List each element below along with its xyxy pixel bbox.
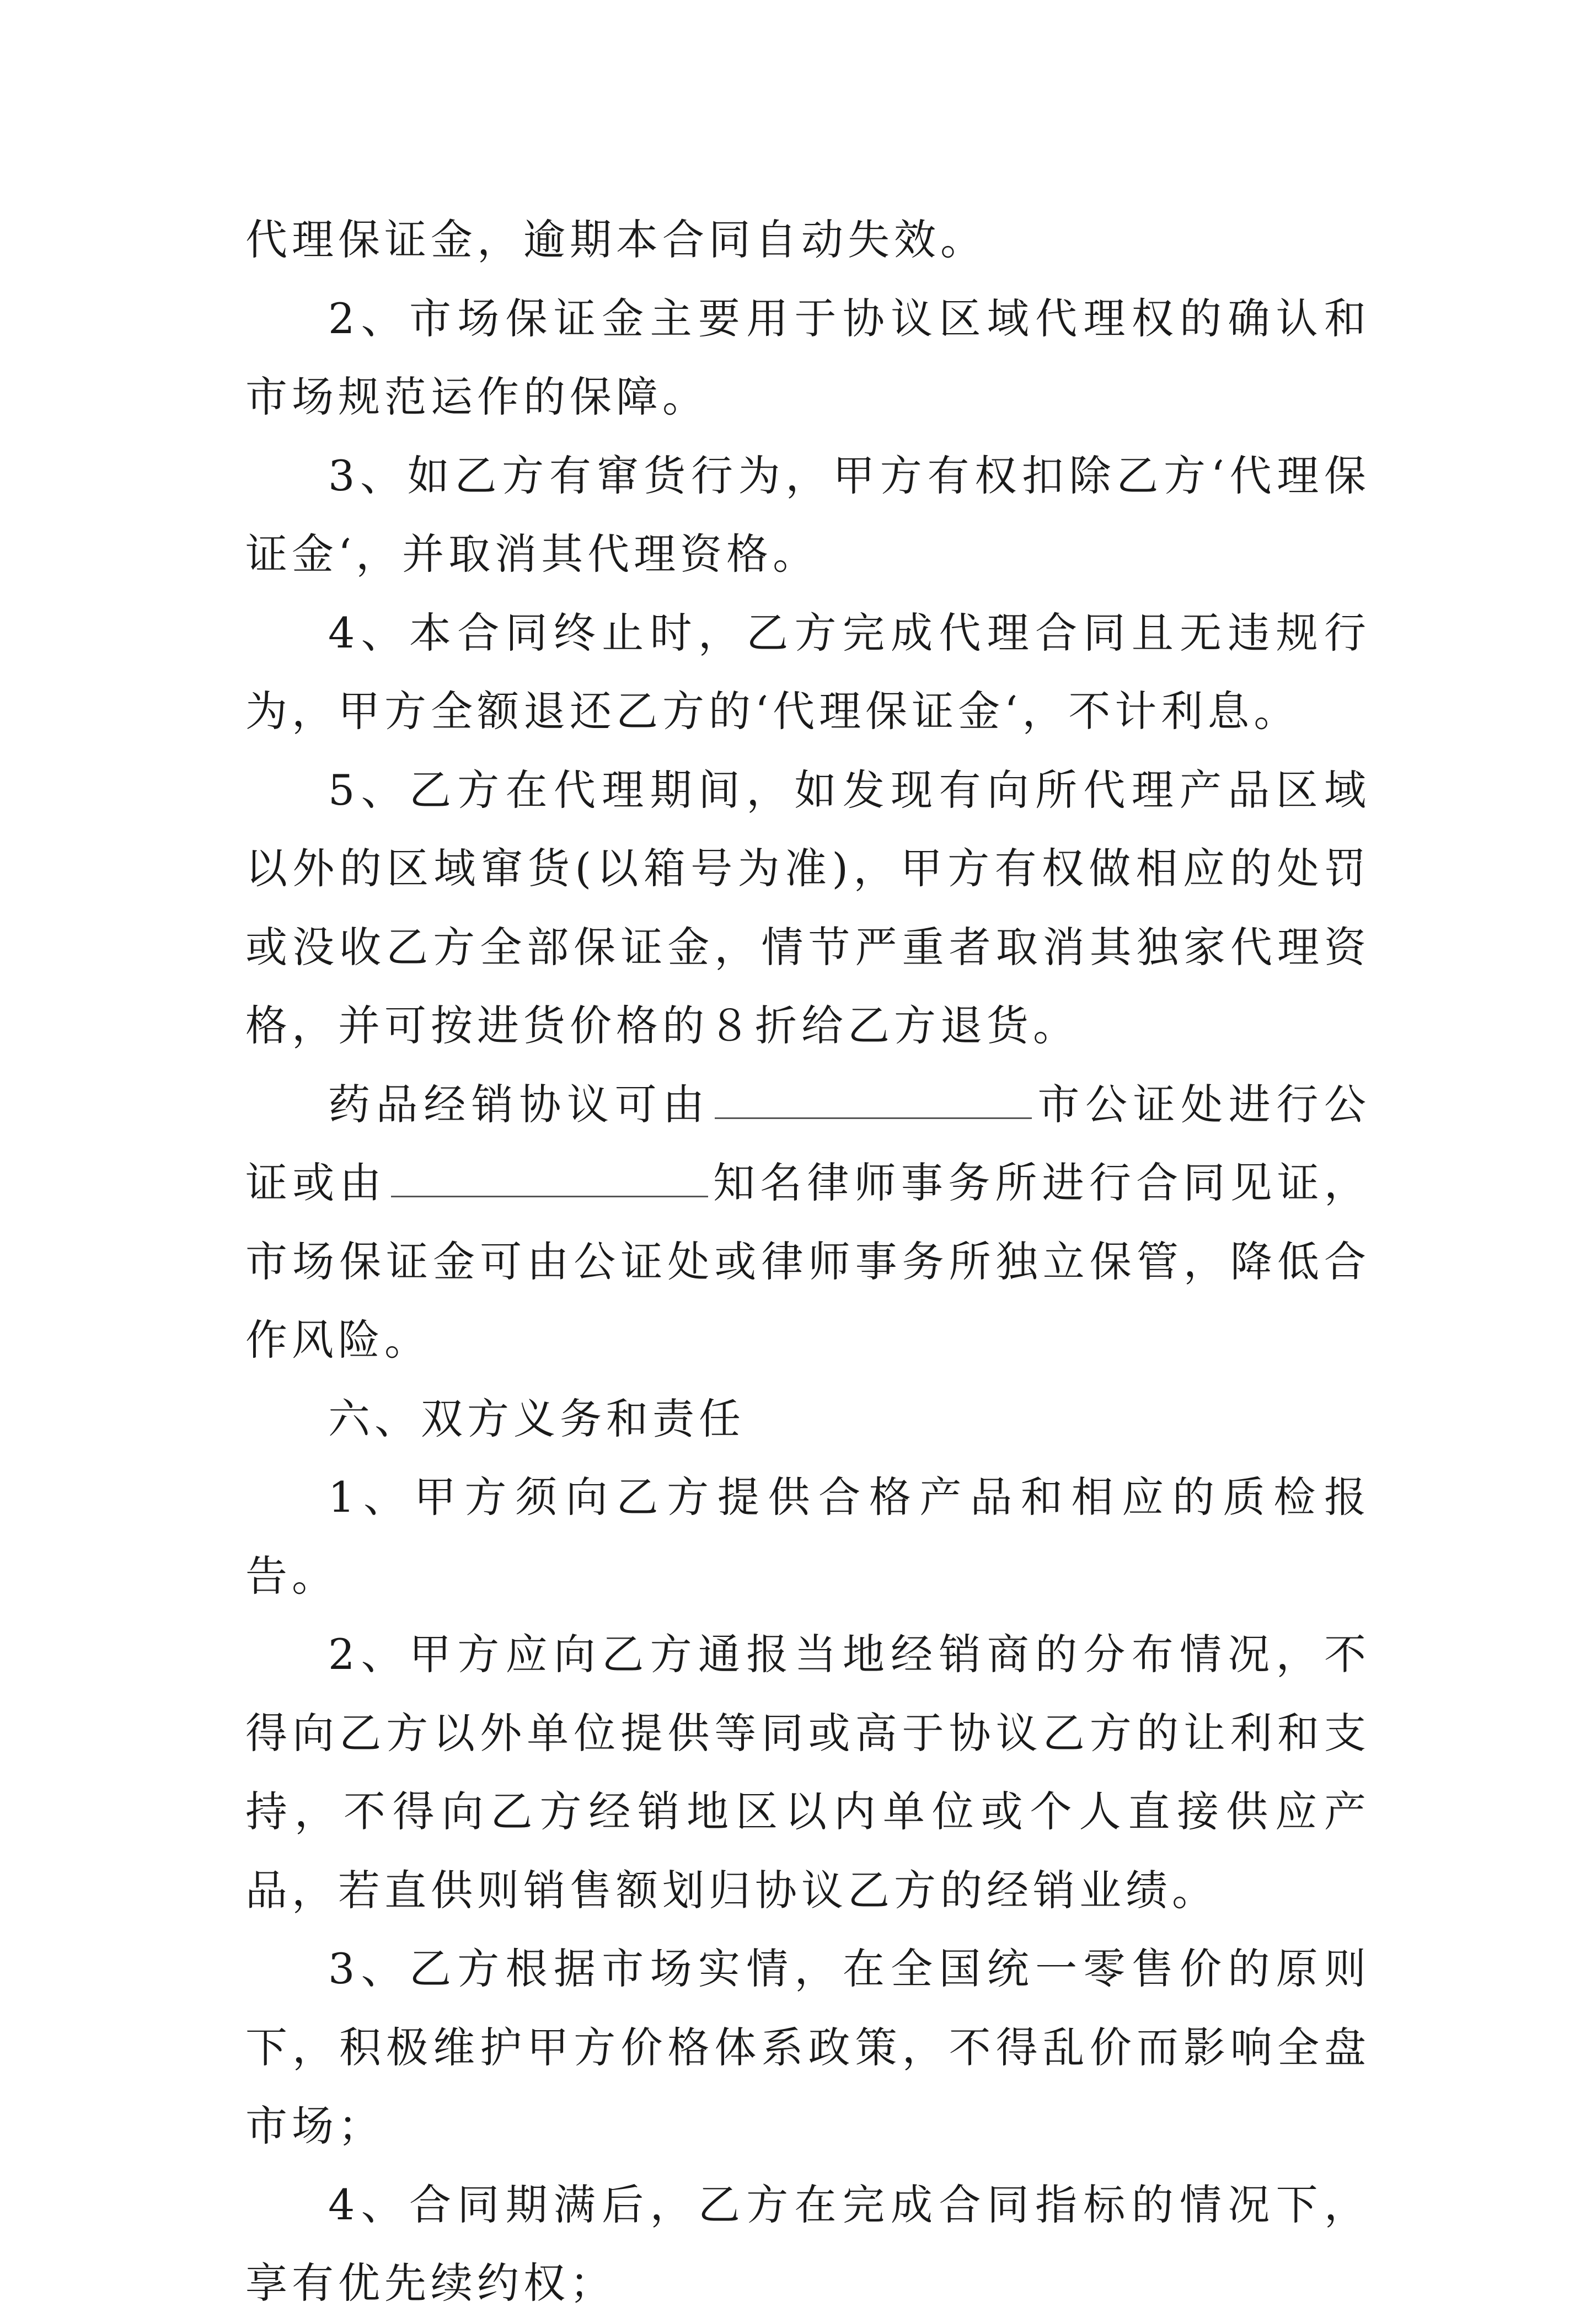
notary-office-blank xyxy=(715,1084,1032,1119)
paragraph: 5、乙方在代理期间，如发现有向所代理产品区域以外的区域窜货(以箱号为准)，甲方有权做相应的处罚或没收乙方全部保证金，情节严重者取消其独家代理资格，并可按进货价格的８折给乙方退货。 xyxy=(245,765,1370,1050)
paragraph: 4、本合同终止时，乙方完成代理合同且无违规行为，甲方全额退还乙方的‘代理保证金‘，不计利息。 xyxy=(245,608,1370,736)
notary-text-part: 药品经销协议可由 xyxy=(328,1079,710,1129)
paragraph: 4、合同期满后，乙方在完成合同指标的情况下，享有优先续约权； xyxy=(245,2180,1370,2308)
notary-paragraph xyxy=(245,1066,1370,1380)
paragraph: 代理保证金，逾期本合同自动失效。 xyxy=(245,215,987,264)
notary-text-part: 市公证处进行公证或由 xyxy=(245,1079,1371,1207)
paragraph: 3、乙方根据市场实情，在全国统一零售价的原则下，积极维护甲方价格体系政策，不得乱价而影响全盘市场； xyxy=(245,1944,1370,2150)
paragraph: 3、如乙方有窜货行为，甲方有权扣除乙方‘代理保证金‘，并取消其代理资格。 xyxy=(245,451,1370,579)
law-firm-blank xyxy=(391,1163,708,1197)
contract-text xyxy=(245,201,1370,2323)
section-title: 六、双方义务和责任 xyxy=(328,1394,745,1443)
paragraph: 1、甲方须向乙方提供合格产品和相应的质检报告。 xyxy=(245,1473,1370,1601)
paragraph: 2、市场保证金主要用于协议区域代理权的确认和市场规范运作的保障。 xyxy=(245,293,1370,421)
notary-text-part: 知名律师事务所进行合同见证，市场保证金可由公证处或律师事务所独立保管，降低合作风险。 xyxy=(245,1158,1371,1364)
paragraph: 2、甲方应向乙方通报当地经销商的分布情况，不得向乙方以外单位提供等同或高于协议乙方的让利和支持，不得向乙方经销地区以内单位或个人直接供应产品，若直供则销售额划归协议乙方的经销业绩。 xyxy=(245,1630,1370,1915)
